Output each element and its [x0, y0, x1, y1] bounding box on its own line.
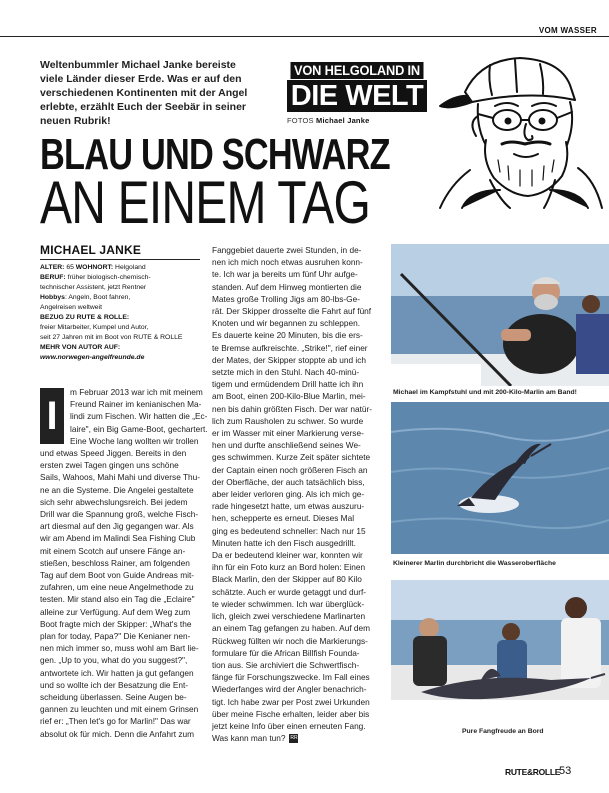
body-line: laire", ein Big Game-Boot, gechartert.: [70, 423, 208, 434]
body-line: Freund Rainer im kenianischen Ma-: [70, 399, 202, 410]
body-line: hen und durfte anschließend seines We-: [212, 440, 361, 451]
photo-jumping-marlin: [391, 402, 609, 554]
author-name: MICHAEL JANKE: [40, 243, 200, 260]
body-line: plan for today, Papa?" Die Kenianer nen-: [40, 631, 191, 642]
body-line: ihn für ein Foto kurz an Bord holen: Einen: [212, 562, 366, 573]
page-number: 53: [559, 765, 572, 777]
body-line: gannen zu leuchten und mit einem Grinsen: [40, 704, 199, 715]
body-column-2: [212, 244, 383, 744]
body-line: gen. „Up to you, what do you suggest?",: [40, 655, 188, 666]
body-line: nen ich mich noch etwas ausruhen konn-: [212, 257, 363, 268]
body-line: Was kann man tun? RR: [212, 733, 298, 744]
headline-line1: BLAU UND SCHWARZ: [40, 130, 390, 179]
author-website-link[interactable]: www.norwegen-angelfreunde.de: [40, 354, 145, 361]
body-line: Mates große Trolling Jigs am 80-lbs-Ge-: [212, 293, 361, 304]
body-line: Es dauerte keine 20 Minuten, bis die ers-: [212, 330, 363, 341]
headline-line2: AN EINEM TAG: [40, 169, 371, 236]
photo-credit-name: Michael Janke: [316, 116, 370, 125]
author-profile: [40, 243, 200, 363]
body-line: nen mich immer so, muss wohl am Bart lie-: [40, 643, 199, 654]
body-line: Minuten hatte ich den Fisch ausgedrillt.: [212, 537, 356, 548]
body-column-1: [40, 386, 208, 740]
footer-brand-logo: RUTE&ROLLE: [505, 767, 561, 777]
body-line: Knoten und wir begannen zu schleppen.: [212, 318, 361, 329]
intro-line: erlebte, erzählt Euch der Seebär in seiner: [40, 101, 246, 113]
body-line: Eine Woche lang wollten wir trollen: [70, 435, 199, 446]
body-line: setzte mich in den Stuhl. Nach 40-minü-: [212, 367, 360, 378]
body-line: lindi zum Fischen. Wir hatten die „Ec-: [70, 411, 208, 422]
section-tag: VOM WASSER: [538, 26, 597, 35]
body-line: rät. Der Skipper drosselte die Fahrt auf fünf: [212, 306, 372, 317]
dropcap: I: [40, 388, 64, 444]
body-line: Boot fragte mich der Skipper: „What's the: [40, 618, 192, 629]
body-line: mit einem Scotch auf unsere Fänge an-: [40, 545, 186, 556]
intro-line: Weltenbummler Michael Janke bereiste: [40, 59, 236, 71]
author-age-home: ALTER: 65 WOHNORT: Helgoland: [40, 264, 146, 271]
body-line: absolut ok für mich. Denn die Anfahrt zum: [40, 728, 195, 739]
body-line: tion aus. Sie archiviert die Schwertfisch-: [212, 659, 360, 670]
author-hobbies: Hobbys: Angeln, Boot fahren,: [40, 294, 131, 301]
body-line: te. Ich war ja bereits um fünf Uhr aufge-: [212, 269, 358, 280]
body-line: ging es bedeutend schneller: Nach nur 15: [212, 525, 366, 536]
body-line: Sails, Wahoos, Mahi Mahi und diverse Thu-: [40, 472, 201, 483]
author-job-cont: technischer Assistent, jetzt Rentner: [40, 284, 147, 291]
author-relation: freier Mitarbeiter, Kumpel und Autor,: [40, 324, 149, 331]
caption-photo-2: Kleinerer Marlin durchbricht die Wasseroberfläche: [393, 560, 556, 567]
author-hobbies-cont: Angelreisen weltweit: [40, 304, 102, 311]
body-line: ne an die Systeme. Die Angelei gestaltete: [40, 484, 194, 495]
body-line: der Mates, der Skipper stoppte ab und ich: [212, 354, 367, 365]
body-line: ersten zwei Tagen gingen uns schöne: [40, 460, 179, 471]
author-relation-cont: seit 27 Jahren mit im Boot von RUTE & ROLLE: [40, 334, 183, 341]
body-line: Da er bedeutend kleiner war, konnten wir: [212, 550, 363, 561]
photo-credit-label: FOTOS: [287, 116, 314, 125]
body-line: an einem Tag gefangen zu haben. Auf dem: [212, 623, 371, 634]
body-line: Tag auf dem Boot von Guide Andreas mit-: [40, 570, 195, 581]
rubric-logo: [287, 62, 427, 112]
body-line: und so wollte ich der Besatzung die Ent-: [40, 679, 189, 690]
body-line: Rückweg füllten wir noch die Markierungs-: [212, 635, 368, 646]
intro-text: [40, 58, 285, 128]
photo-angler-fighting-chair: [391, 244, 609, 386]
intro-line: viele Länder dieser Erde. Was er auf den: [40, 73, 242, 85]
body-line: formulare für die African Billfish Founda-: [212, 647, 360, 658]
body-line: Fanggebiet dauerte zwei Stunden, in de-: [212, 245, 362, 255]
author-job: BERUF: früher biologisch-chemisch-: [40, 274, 151, 281]
body-line: er im Wasser mit einer Markierung verse-: [212, 428, 364, 439]
caption-photo-3: Pure Fangfreude an Bord: [462, 728, 544, 735]
body-line: antwortete ich. Wir hatten ja gut gefangen: [40, 667, 194, 678]
body-line: standen. Auf dem Hinweg montierten die: [212, 281, 362, 292]
body-line: te wieder schwimmen. Ich war überglück-: [212, 598, 365, 609]
body-line: jetzt keine Info über einen erneuten Fang.: [212, 720, 366, 731]
author-relation-label: BEZUG ZU RUTE & ROLLE:: [40, 314, 130, 321]
body-line: lich, gleich zwei verschiedene Marlinarten: [212, 611, 366, 622]
photo-crew-with-marlin: [391, 580, 609, 722]
author-more-label: MEHR VON AUTOR AUF:: [40, 344, 121, 351]
body-line: rade hingesetzt hatte, um etwas auszuru-: [212, 501, 365, 512]
body-line: lich zum Rausholen zu schwer. So wurde: [212, 415, 364, 426]
body-line: sich sehr abwechslungsreich. Bei jedem: [40, 496, 188, 507]
intro-line: verschiedenen Kontinenten mit der Angel: [40, 87, 248, 99]
body-line: alleine zur Verfügung. Auf dem Weg zum: [40, 606, 191, 617]
body-line: stießen, beschloss Rainer, am folgenden: [40, 557, 190, 568]
body-line: der Captain einen noch größeren Fisch an: [212, 464, 368, 475]
body-line: tigt. Ich habe zwar per Post zwei Urkunden: [212, 696, 370, 707]
body-line: Drill war die Spannung groß, welche Fisch-: [40, 509, 199, 520]
body-line: ges schwimmen. Kurze Zeit später sichtete: [212, 452, 371, 463]
body-line: wir am Abend im Malindi Sea Fishing Club: [40, 533, 196, 544]
body-line: rief er: „Then let's go for Marlin!" Das war: [40, 716, 191, 727]
rubric-line2: DIE WELT: [287, 80, 427, 112]
body-line: m Februar 2013 war ich mit meinem: [70, 387, 203, 397]
caption-photo-1: Michael im Kampfstuhl und mit 200-Kilo-Marlin am Band!: [393, 389, 577, 396]
body-line: und etwas Speed Jiggen. Bereits in den: [40, 448, 187, 459]
body-line: te Bremse aufkreischte. „Strike!", rief einer: [212, 342, 368, 353]
body-line: testen. Mir stand also ein Tag die „Eclaire": [40, 594, 195, 605]
intro-line: neuen Rubrik!: [40, 115, 111, 127]
end-mark-icon: RR: [290, 735, 298, 742]
top-rule: [0, 36, 609, 37]
body-line: zufahren, um eine neue Angelmethode zu: [40, 582, 194, 593]
body-line: nen bis dahin größten Fisch. Der war natür-: [212, 403, 373, 414]
rubric-line1: VON HELGOLAND IN: [291, 62, 424, 79]
body-line: fänge für Forschungszwecke. Im Fall eines: [212, 672, 370, 683]
photo-credit: [287, 116, 369, 125]
body-line: hen, schepperte es erneut. Dieses Mal: [212, 513, 355, 524]
body-line: am Boot, einen 200-Kilo-Blue Marlin, mei-: [212, 391, 366, 402]
body-line: scheidung überlassen. Seine Augen be-: [40, 692, 187, 703]
body-line: der Oberfläche, der auch tatsächlich biss,: [212, 476, 365, 487]
body-line: art diesmal auf den Jig gegangen war. Als: [40, 521, 194, 532]
body-line: aber leider verloren ging. Als ich mich ge-: [212, 489, 365, 500]
body-line: Wiederfanges wird der Angler benachrich-: [212, 684, 367, 695]
body-line: Black Marlin, den der Skipper auf 80 Kilo: [212, 574, 362, 585]
body-line: schätzte. Auch er wurde getaggt und durf-: [212, 586, 367, 597]
body-line: tigem und ermüdendem Drill hatte ich ihn: [212, 379, 364, 390]
author-cartoon-illustration: [410, 40, 605, 210]
body-line: über meine Fische erhalten, leider aber bis: [212, 708, 370, 719]
